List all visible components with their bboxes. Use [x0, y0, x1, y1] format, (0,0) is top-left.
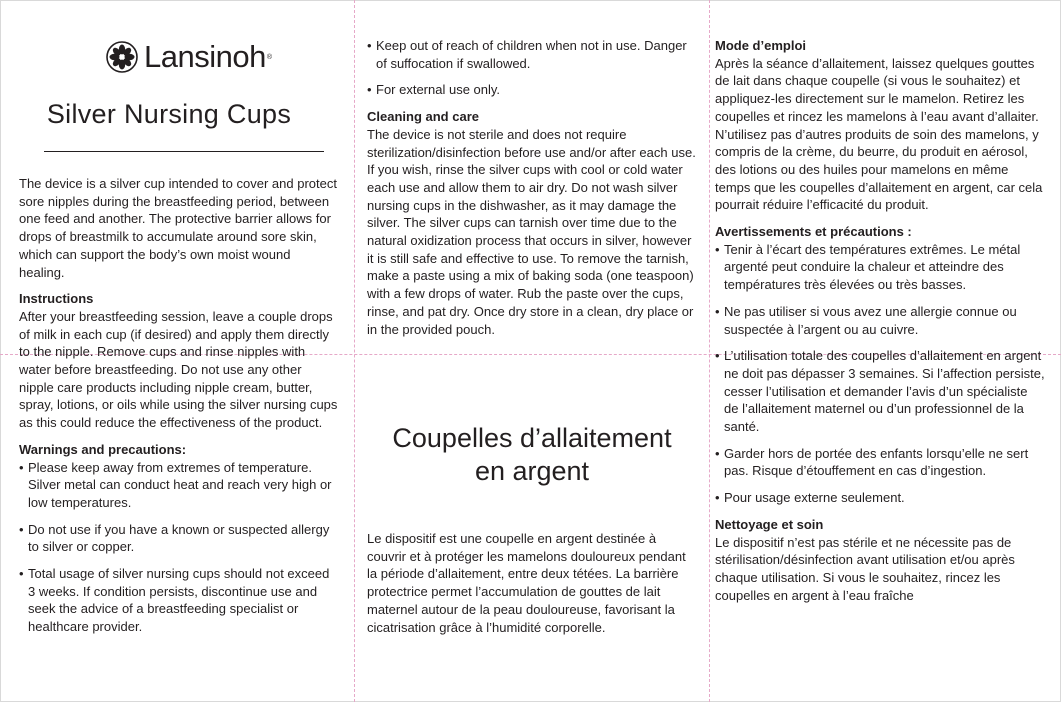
warning-item-fr: • Garder hors de portée des enfants lorsqu’elle ne sert pas. Risque d’étouffement en cas d’ingestion.: [715, 445, 1029, 479]
warning-item: • Total usage of silver nursing cups should not exceed 3 weeks. If condition persists, discontinue use and seek the advice of a breastfeeding specialist or healthcare provider.: [19, 566, 330, 635]
mode-emploi-heading: Mode d’emploi: [715, 38, 806, 53]
english-body-2: [367, 37, 697, 338]
warning-item: • Do not use if you have a known or suspected allergy to silver or copper.: [19, 521, 330, 555]
mode-emploi-paragraph: Après la séance d’allaitement, laissez quelques gouttes de lait dans chaque coupelle (si vous le souhaitez) et appliquez-les directement sur le mamelon. Retirez les coupelles et rincez les mamelons à l’eau avant d’allaiter. N’utilisez pas d’autres produits de soin des mamelons, y compris de la crème, du beurre, du produit en aérosol, des lotions ou des huiles pour mamelons en même temps que les coupelles d’allaitement en argent, car cela pourrait réduire l’efficacité du produit.: [715, 55, 1043, 213]
cleaning-paragraph: The device is not sterile and does not require sterilization/disinfection before use and/or after each use. If you wish, rinse the silver cups with cool or cold water each use and allow them to air dry. Do not wash silver nursing cups in the dishwasher, as it may damage the silver. The silver cups can tarnish over time due to the natural oxidization process that occurs in silver, however it is still safe and effective to use. To remove the tarnish, make a paste using a mix of baking soda (one teaspoon) with a few drops of water. Rub the paste over the cups, rinse, and pat dry. Once dry store in a clean, dry place or in the provided pouch.: [367, 126, 696, 337]
instructions-paragraph: After your breastfeeding session, leave a couple drops of milk in each cup (if desired) and apply them directly to the nipple. Remove cups and rinse nipples with water before breastfeeding. Do not use any other nipple care products including nipple cream, butter, spray, lotions, or oils while using the silver nursing cups as this could reduce the effectiveness of the product.: [19, 308, 338, 431]
warnings-heading: Warnings and precautions:: [19, 441, 187, 457]
warning-item: • For external use only.: [367, 82, 501, 98]
cleaning-heading-fr: Nettoyage et soin: [715, 516, 824, 532]
instructions-heading: Instructions: [19, 291, 94, 307]
warning-item: • Keep out of reach of children when not in use. Danger of suffocation if swallowed.: [367, 38, 687, 71]
cleaning-heading: Cleaning and care: [367, 109, 479, 125]
english-body-1: [19, 175, 339, 636]
warning-item: • Please keep away from extremes of temperature. Silver metal can conduct heat and reach very high or low temperatures.: [19, 459, 332, 510]
warning-item-fr: • L’utilisation totale des coupelles d’allaitement en argent ne doit pas dépasser 3 semaines. Si l’affection persiste, cesser l’utilisation et demander l’avis d’un spécialiste de l’allaitement maternel ou d’un professionnel de la santé.: [715, 348, 1045, 435]
intro-paragraph: The device is a silver cup intended to cover and protect sore nipples during the breastfeeding period, between one feed and another. The protective barrier allows for drops of breastmilk to accumulate around sore skin, which can support the body’s own moist wound healing.: [19, 176, 337, 280]
product-title-fr-line1: Coupelles d’allaitement: [392, 423, 672, 453]
intro-paragraph-fr: Le dispositif est une coupelle en argent destinée à couvrir et à protéger les mamelons douloureux pendant la période d’allaitement, entre deux tétées. La barrière protectrice permet l’accumulation de gouttes de lait maternel autour de la peau douloureuse, favorisant la cicatrisation grâce à l’humidité corporelle.: [367, 531, 686, 635]
product-title-fr: [367, 422, 697, 488]
product-title-fr-line2: en argent: [474, 456, 590, 486]
brand-registered-mark: ®: [266, 53, 272, 61]
brand-logo: [74, 39, 304, 75]
warning-item-fr: • Ne pas utiliser si vous avez une allergie connue ou suspectée à l’argent ou au cuivre.: [715, 303, 1017, 337]
flower-logo-icon: [106, 41, 138, 73]
warnings-heading-fr: Avertissements et précautions :: [715, 224, 912, 240]
fold-guide-left: [354, 0, 355, 702]
brand-name: Lansinoh: [143, 39, 266, 74]
warning-item-fr: • Tenir à l’écart des températures extrêmes. Le métal argenté peut conduire la chaleur et atteindre des températures très élevées ou très basses.: [715, 241, 1021, 293]
warning-item-fr: • Pour usage externe seulement.: [715, 490, 905, 506]
title-divider: [44, 151, 324, 152]
fold-guide-right: [709, 0, 710, 702]
cleaning-paragraph-fr: Le dispositif n’est pas stérile et ne nécessite pas de stérilisation/désinfection avant utilisation et/ou après chaque utilisation. Si vous le souhaitez, rincez les coupelles en argent à l’eau fraîche: [715, 534, 1015, 603]
product-title-en: Silver Nursing Cups: [46, 99, 292, 129]
french-body: [715, 37, 1045, 604]
